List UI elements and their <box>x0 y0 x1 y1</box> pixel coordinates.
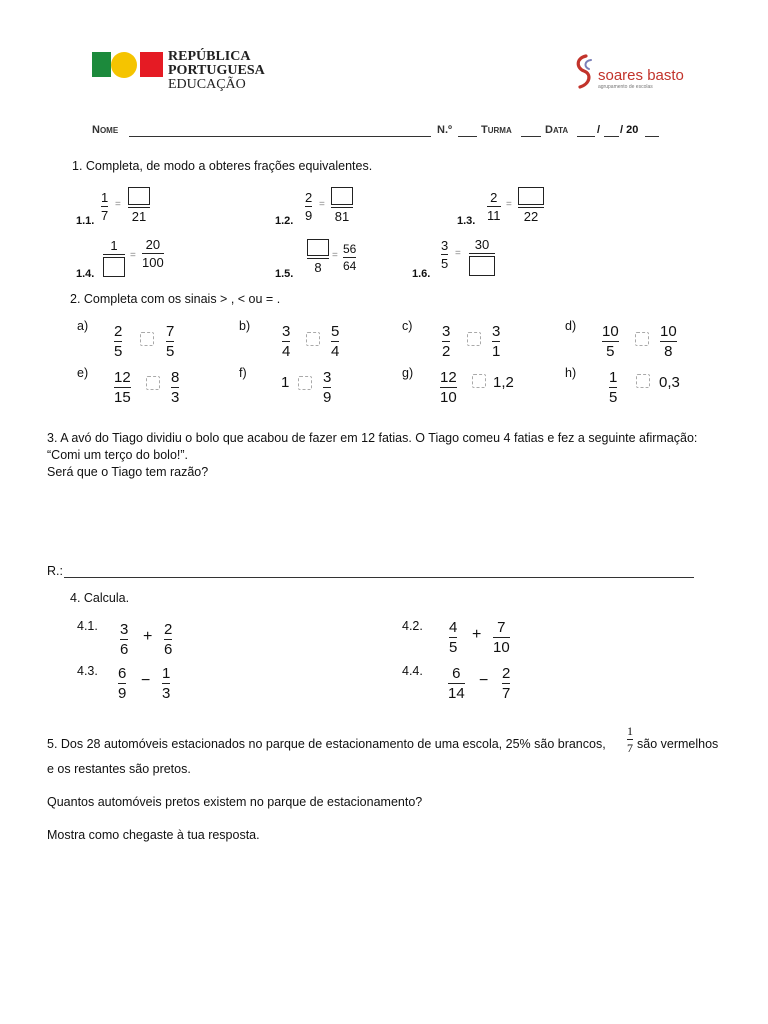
fraction-1-4-left <box>103 239 125 277</box>
date-year-blank[interactable] <box>645 136 659 137</box>
item-label-d: d) <box>565 319 577 333</box>
numerator: 56 <box>343 242 357 256</box>
numerator: 3 <box>120 621 129 638</box>
operator-plus: + <box>472 626 482 643</box>
fraction-1-1-right <box>128 187 150 223</box>
numerator: 8 <box>171 369 180 386</box>
item-label-a: a) <box>77 319 89 333</box>
question-3-question: Será que o Tiago tem razão? <box>47 465 209 479</box>
fraction-bar <box>171 387 179 388</box>
fraction-bar <box>602 341 619 342</box>
fraction-1-3-left <box>487 191 501 222</box>
numerator: 2 <box>114 323 123 340</box>
republic-text-3: EDUCAÇÃO <box>168 77 246 92</box>
fraction-bar <box>487 206 501 207</box>
numerator: 4 <box>449 619 458 636</box>
answer-box[interactable] <box>307 239 329 256</box>
question-2-title: 2. Completa com os sinais > , < ou = . <box>70 292 281 306</box>
denominator: 15 <box>114 389 131 407</box>
fraction-bar <box>331 207 353 208</box>
comparison-box-h[interactable] <box>636 374 650 388</box>
numerator: 2 <box>502 665 511 682</box>
operator-minus: − <box>479 672 489 689</box>
denominator: 8 <box>664 343 673 361</box>
numerator: 1 <box>162 665 171 682</box>
item-label-e: e) <box>77 366 89 380</box>
class-label: Turma <box>481 124 512 136</box>
fraction-1-6-left <box>441 239 448 270</box>
fraction-g-left <box>440 370 457 405</box>
item-label-4-2: 4.2. <box>402 619 423 633</box>
answer-box[interactable] <box>469 256 495 276</box>
denominator: 7 <box>627 741 633 755</box>
decimal-h: 0,3 <box>659 374 680 391</box>
question-5-text-1: 5. Dos 28 automóveis estacionados no parque de estacionamento de uma escola, 25% são brancos, <box>47 737 606 751</box>
fraction-bar <box>162 683 170 684</box>
operator-plus: + <box>143 628 153 645</box>
fraction-1-5-left <box>307 239 329 274</box>
date-separator-1: / <box>597 124 601 136</box>
fraction-d-left <box>602 324 619 359</box>
equals-sign: = <box>130 250 136 261</box>
denominator: 5 <box>449 639 458 657</box>
fraction-4-4-left <box>448 666 465 701</box>
numerator: 3 <box>323 369 332 386</box>
comparison-box-d[interactable] <box>635 332 649 346</box>
fraction-bar <box>323 387 331 388</box>
fraction-bar <box>120 639 128 640</box>
date-separator-2: / 20 <box>620 124 639 136</box>
comparison-box-f[interactable] <box>298 376 312 390</box>
class-blank[interactable] <box>521 136 541 137</box>
numerator: 3 <box>492 323 501 340</box>
numerator: 1 <box>609 369 618 386</box>
question-3-text-1: 3. A avó do Tiago dividiu o bolo que acabou de fazer em 12 fatias. O Tiago comeu 4 fatias e fez a seguinte afirmação: <box>47 431 698 445</box>
fraction-b-left <box>282 324 290 359</box>
numerator: 2 <box>164 621 173 638</box>
date-month-blank[interactable] <box>604 136 619 137</box>
question-3-quote: “Comi um terço do bolo!”. <box>47 448 189 462</box>
numerator: 5 <box>331 323 340 340</box>
denominator: 5 <box>606 343 615 361</box>
fraction-bar <box>128 207 150 208</box>
question-5-text-end: são vermelhos <box>637 737 719 751</box>
fraction-bar <box>343 257 356 258</box>
answer-label: R.: <box>47 564 63 578</box>
answer-box[interactable] <box>103 257 125 277</box>
answer-box[interactable] <box>331 187 353 205</box>
fraction-bar <box>469 253 495 254</box>
fraction-bar <box>609 387 617 388</box>
denominator: 100 <box>142 255 164 271</box>
denominator: 8 <box>314 260 322 276</box>
denominator: 5 <box>166 343 175 361</box>
school-subtitle: agrupamento de escolas <box>598 84 653 90</box>
numerator: 1 <box>110 238 118 253</box>
fraction-bar <box>282 341 290 342</box>
numerator: 12 <box>440 369 457 386</box>
fraction-bar <box>440 387 457 388</box>
fraction-1-1-left <box>101 191 108 222</box>
equals-sign: = <box>319 199 325 210</box>
question-4-title: 4. Calcula. <box>70 591 130 605</box>
fraction-bar <box>502 683 510 684</box>
fraction-bar <box>492 341 500 342</box>
fraction-bar <box>441 254 448 255</box>
fraction-1-3-right <box>518 187 544 223</box>
denominator: 4 <box>282 343 291 361</box>
denominator: 6 <box>120 641 129 659</box>
flag-green-block <box>92 52 111 77</box>
fraction-bar <box>142 253 164 254</box>
denominator: 10 <box>493 639 510 657</box>
fraction-4-1-right <box>164 622 172 657</box>
question-5-question: Quantos automóveis pretos existem no parque de estacionamento? <box>47 795 423 809</box>
fraction-4-2-right <box>493 620 510 655</box>
fraction-c-right <box>492 324 500 359</box>
fraction-b-right <box>331 324 339 359</box>
fraction-4-4-right <box>502 666 510 701</box>
operator-minus: − <box>141 672 151 689</box>
equals-sign: = <box>115 199 121 210</box>
numerator: 12 <box>114 369 131 386</box>
equals-sign: = <box>506 199 512 210</box>
fraction-4-3-left <box>118 666 126 701</box>
fraction-4-3-right <box>162 666 170 701</box>
fraction-bar <box>518 207 544 208</box>
number-blank[interactable] <box>458 136 477 137</box>
fraction-e-left <box>114 370 131 405</box>
fraction-bar <box>627 739 633 740</box>
denominator: 5 <box>609 389 618 407</box>
fraction-h-left <box>609 370 617 405</box>
name-blank[interactable] <box>129 136 431 137</box>
whole-number-f: 1 <box>281 374 290 391</box>
fraction-1-5-right <box>343 243 356 272</box>
fraction-a-right <box>166 324 174 359</box>
fraction-bar <box>101 206 108 207</box>
numerator: 1 <box>101 190 109 205</box>
item-label-1-1: 1.1. <box>76 215 95 227</box>
fraction-1-2-left <box>305 191 312 222</box>
denominator: 10 <box>440 389 457 407</box>
comparison-box-g[interactable] <box>472 374 486 388</box>
fraction-4-2-left <box>449 620 457 655</box>
decimal-g: 1,2 <box>493 374 514 391</box>
answer-line[interactable] <box>64 577 694 578</box>
answer-box[interactable] <box>518 187 544 205</box>
fraction-a-left <box>114 324 122 359</box>
fraction-bar <box>305 206 312 207</box>
denominator: 22 <box>523 209 539 225</box>
republic-text-2: PORTUGUESA <box>168 63 265 78</box>
numerator: 2 <box>305 190 313 205</box>
numerator: 2 <box>490 190 498 205</box>
numerator: 10 <box>602 323 619 340</box>
fraction-c-left <box>442 324 450 359</box>
fraction-bar <box>166 341 174 342</box>
numerator: 7 <box>166 323 175 340</box>
fraction-bar <box>164 639 172 640</box>
number-label: N.º <box>437 124 453 136</box>
question-5-instruction: Mostra como chegaste à tua resposta. <box>47 828 260 842</box>
fraction-one-seventh <box>627 725 633 754</box>
fraction-bar <box>493 637 510 638</box>
flag-red-block <box>140 52 163 77</box>
fraction-bar <box>442 341 450 342</box>
numerator: 3 <box>282 323 291 340</box>
item-label-g: g) <box>402 366 414 380</box>
numerator: 6 <box>118 665 127 682</box>
item-label-c: c) <box>402 319 413 333</box>
fraction-e-right <box>171 370 179 405</box>
item-label-4-3: 4.3. <box>77 664 98 678</box>
numerator: 30 <box>474 237 490 252</box>
item-label-1-6: 1.6. <box>412 268 431 280</box>
item-label-b: b) <box>239 319 251 333</box>
comparison-box-e[interactable] <box>146 376 160 390</box>
denominator: 64 <box>343 259 357 274</box>
fraction-1-4-right <box>142 238 164 269</box>
numerator: 10 <box>660 323 677 340</box>
item-label-1-2: 1.2. <box>275 215 294 227</box>
school-name: soares basto <box>598 67 684 84</box>
denominator: 5 <box>441 256 449 272</box>
denominator: 7 <box>502 685 511 703</box>
comparison-box-a[interactable] <box>140 332 154 346</box>
item-label-h: h) <box>565 366 577 380</box>
item-label-1-4: 1.4. <box>76 268 95 280</box>
item-label-4-4: 4.4. <box>402 664 423 678</box>
numerator: 1 <box>627 724 633 738</box>
fraction-bar <box>660 341 677 342</box>
question-1-title: 1. Completa, de modo a obteres frações equivalentes. <box>72 159 373 173</box>
answer-box[interactable] <box>128 187 150 205</box>
republic-text-1: REPÚBLICA <box>168 49 251 64</box>
school-swirl-icon <box>572 54 598 90</box>
fraction-bar <box>103 254 125 255</box>
equals-sign: = <box>332 250 338 261</box>
fraction-4-1-left <box>120 622 128 657</box>
numerator: 3 <box>441 238 449 253</box>
numerator: 7 <box>497 619 506 636</box>
fraction-bar <box>448 683 465 684</box>
numerator: 6 <box>452 665 461 682</box>
date-day-blank[interactable] <box>577 136 595 137</box>
denominator: 7 <box>101 208 109 224</box>
fraction-1-2-right <box>331 187 353 223</box>
denominator: 11 <box>487 208 501 224</box>
item-label-1-3: 1.3. <box>457 215 476 227</box>
item-label-f: f) <box>239 366 247 380</box>
flag-yellow-disc <box>111 52 137 78</box>
denominator: 81 <box>334 209 350 225</box>
fraction-bar <box>449 637 457 638</box>
fraction-1-6-right <box>469 238 495 276</box>
fraction-bar <box>114 387 131 388</box>
denominator: 9 <box>118 685 127 703</box>
question-5-text-2: e os restantes são pretos. <box>47 762 191 776</box>
denominator: 1 <box>492 343 501 361</box>
denominator: 5 <box>114 343 123 361</box>
name-label: Nome <box>92 124 119 136</box>
numerator: 20 <box>145 237 161 252</box>
denominator: 2 <box>442 343 451 361</box>
denominator: 9 <box>323 389 332 407</box>
fraction-d-right <box>660 324 677 359</box>
comparison-box-c[interactable] <box>467 332 481 346</box>
denominator: 21 <box>131 209 147 225</box>
comparison-box-b[interactable] <box>306 332 320 346</box>
fraction-bar <box>118 683 126 684</box>
date-label: Data <box>545 124 569 136</box>
fraction-bar <box>114 341 122 342</box>
numerator: 3 <box>442 323 451 340</box>
equals-sign: = <box>455 248 461 259</box>
item-label-4-1: 4.1. <box>77 619 98 633</box>
fraction-bar <box>307 258 329 259</box>
denominator: 14 <box>448 685 465 703</box>
item-label-1-5: 1.5. <box>275 268 294 280</box>
denominator: 4 <box>331 343 340 361</box>
fraction-bar <box>331 341 339 342</box>
denominator: 3 <box>171 389 180 407</box>
denominator: 6 <box>164 641 173 659</box>
denominator: 3 <box>162 685 171 703</box>
fraction-f-right <box>323 370 331 405</box>
denominator: 9 <box>305 208 313 224</box>
